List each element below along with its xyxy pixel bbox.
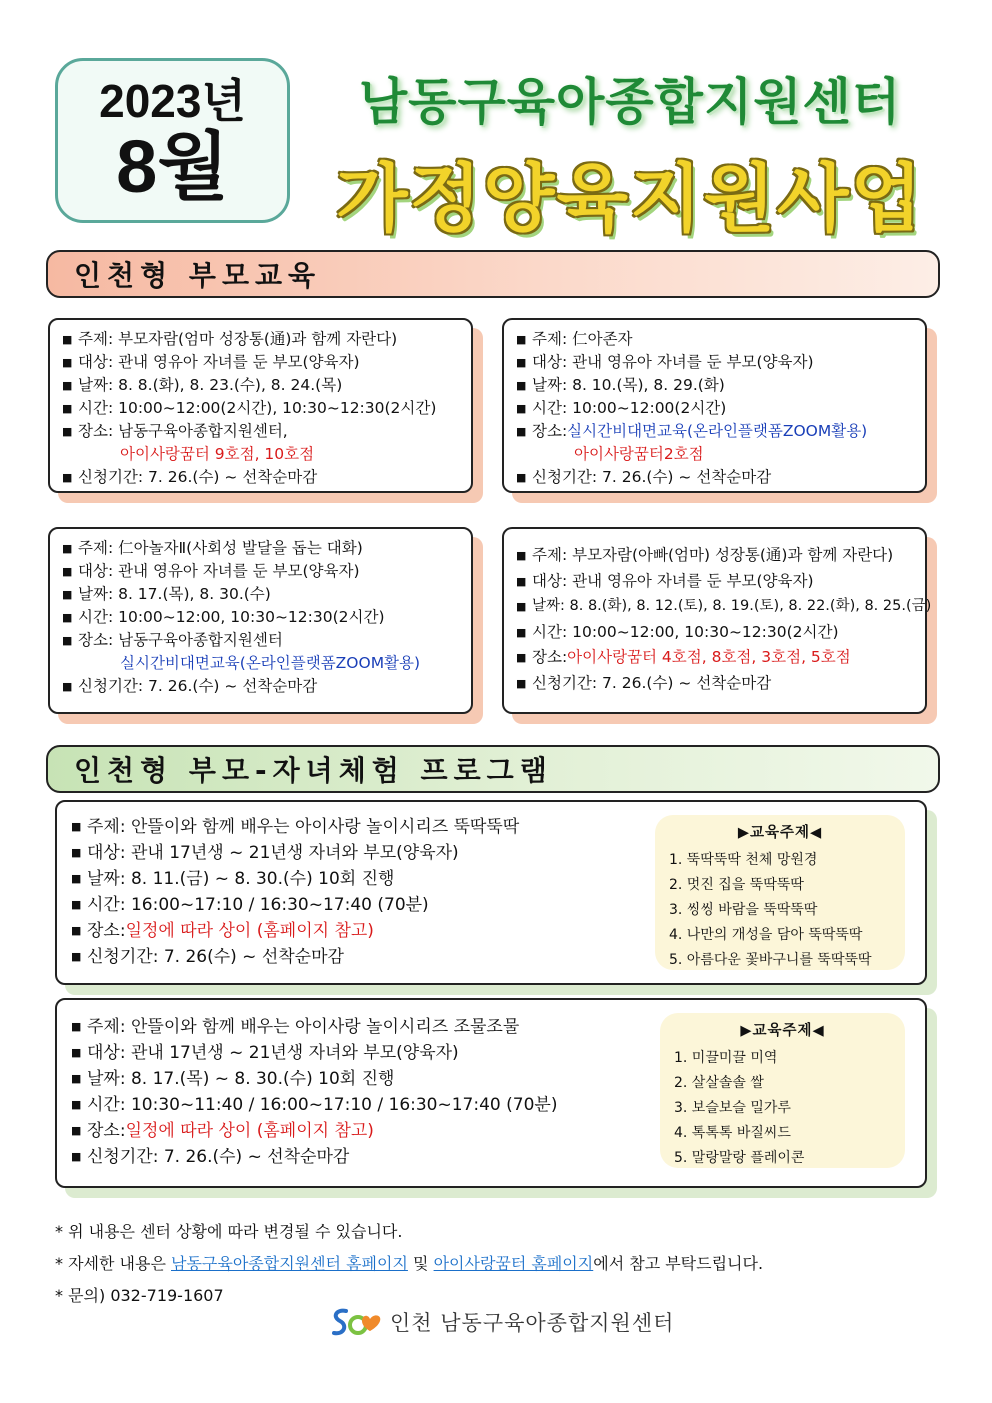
topic-panel-2 xyxy=(660,1013,905,1168)
target-row xyxy=(62,351,459,374)
footer-org-name: 인천 남동구육아종합지원센터 xyxy=(390,1311,675,1335)
bullet-icon: ■ xyxy=(71,820,82,833)
bullet-icon: ■ xyxy=(62,379,73,392)
place-label: 장소: xyxy=(532,422,568,440)
date-row xyxy=(516,374,913,397)
bullet-icon: ■ xyxy=(62,634,73,647)
month-label: 8월 xyxy=(116,124,229,208)
note-change-notice: * 위 내용은 센터 상황에 따라 변경될 수 있습니다. xyxy=(55,1222,403,1241)
notes-block xyxy=(55,1216,935,1312)
time-text: 시간: 10:00~12:00(2시간) xyxy=(532,399,727,417)
apply-text: 신청기간: 7. 26.(수) ~ 선착순마감 xyxy=(532,673,772,692)
target-text: 대상: 관내 17년생 ~ 21년생 자녀와 부모(양육자) xyxy=(87,843,459,863)
panel-item: 4. 나만의 개성을 담아 뚝딱뚝딱 xyxy=(669,927,863,943)
date-row xyxy=(62,374,459,397)
panel-item: 3. 보슬보슬 밀가루 xyxy=(674,1100,791,1116)
apply-row xyxy=(516,466,913,489)
place-text: 일정에 따라 상이 (홈페이지 참고) xyxy=(125,1121,374,1141)
target-text: 대상: 관내 17년생 ~ 21년생 자녀와 부모(양육자) xyxy=(87,1043,459,1063)
apply-text: 신청기간: 7. 26.(수) ~ 선착순마감 xyxy=(78,468,318,486)
bullet-icon: ■ xyxy=(516,471,527,484)
bullet-icon: ■ xyxy=(516,651,527,664)
center-logo-icon xyxy=(330,1305,382,1339)
apply-text: 신청기간: 7. 26.(수) ~ 선착순마감 xyxy=(87,1147,350,1167)
bullet-icon: ■ xyxy=(62,333,73,346)
date-row xyxy=(516,594,932,620)
bullet-icon: ■ xyxy=(71,1046,82,1059)
date-text: 날짜: 8. 17.(목) ~ 8. 30.(수) 10회 진행 xyxy=(87,1069,395,1089)
place-label: 장소: xyxy=(87,1121,126,1141)
note-contact: * 문의) 032-719-1607 xyxy=(55,1286,224,1305)
bullet-icon: ■ xyxy=(71,872,82,885)
place-text: 실시간비대면교육(온라인플랫폼ZOOM활용) xyxy=(567,422,868,440)
place-label: 장소: xyxy=(532,648,568,666)
bullet-icon: ■ xyxy=(516,574,527,588)
time-row xyxy=(516,620,913,646)
center-name-heading: 남동구육아종합지원센터 xyxy=(358,73,902,131)
panel-item: 2. 멋진 집을 뚝딱뚝딱 xyxy=(669,877,804,893)
footer-logo xyxy=(330,1305,674,1339)
time-text: 시간: 10:30~11:40 / 16:00~17:10 / 16:30~17:40 (70분) xyxy=(87,1095,558,1115)
bullet-icon: ■ xyxy=(516,549,527,562)
panel-item: 5. 말랑말랑 플레이콘 xyxy=(674,1150,805,1166)
note-text: 에서 참고 부탁드립니다. xyxy=(593,1254,764,1273)
bullet-icon: ■ xyxy=(62,402,73,415)
bullet-icon: ■ xyxy=(62,611,73,624)
panel-item: 1. 뚝딱뚝딱 천체 망원경 xyxy=(669,852,818,868)
bullet-icon: ■ xyxy=(62,356,73,369)
apply-text: 신청기간: 7. 26.(수) ~ 선착순마감 xyxy=(78,677,318,695)
place-label: 장소: xyxy=(87,921,126,941)
bullet-icon: ■ xyxy=(62,588,73,601)
time-text: 시간: 10:00~12:00(2시간), 10:30~12:30(2시간) xyxy=(78,399,437,417)
bullet-icon: ■ xyxy=(71,898,82,911)
section-parent-child: 인천형 부모-자녀체험 프로그램 xyxy=(46,745,940,793)
topic-text: 주제: 부모자람(엄마 성장통(通)과 함께 자란다) xyxy=(78,330,398,348)
target-row xyxy=(516,351,913,374)
place-row xyxy=(516,645,913,671)
place-row xyxy=(516,420,913,443)
center-homepage-link[interactable]: 남동구육아종합지원센터 홈페이지 xyxy=(171,1254,408,1273)
place-row xyxy=(62,420,459,443)
bullet-icon: ■ xyxy=(516,425,527,438)
bullet-icon: ■ xyxy=(516,676,527,690)
bullet-icon: ■ xyxy=(71,1072,82,1085)
apply-row xyxy=(516,671,913,697)
place-secondary-text: 아이사랑꿈터2호점 xyxy=(574,445,704,463)
bullet-icon: ■ xyxy=(516,402,527,415)
section-parent-education: 인천형 부모교육 xyxy=(46,250,940,298)
bullet-icon: ■ xyxy=(62,471,73,484)
topic-row xyxy=(516,543,913,569)
bullet-icon: ■ xyxy=(516,356,527,369)
date-text: 날짜: 8. 8.(화), 8. 12.(토), 8. 19.(토), 8. 22.(화), 8. 25.(금) xyxy=(532,598,932,614)
note-text: * 자세한 내용은 xyxy=(55,1254,171,1273)
place-text: 장소: 남동구육아종합지원센터, xyxy=(78,422,288,440)
year-label: 2023년 xyxy=(99,75,246,128)
bullet-icon: ■ xyxy=(71,1124,82,1137)
apply-text: 신청기간: 7. 26(수) ~ 선착순마감 xyxy=(87,947,344,967)
target-row xyxy=(516,569,913,595)
note-text: 및 xyxy=(407,1254,434,1273)
time-text: 시간: 16:00~17:10 / 16:30~17:40 (70분) xyxy=(87,895,429,915)
apply-row xyxy=(62,466,459,489)
topic-row xyxy=(62,537,459,560)
bullet-icon: ■ xyxy=(71,846,82,859)
target-text: 대상: 관내 영유아 자녀를 둔 부모(양육자) xyxy=(532,353,814,371)
panel-item: 4. 톡톡톡 바질씨드 xyxy=(674,1125,791,1141)
bullet-icon: ■ xyxy=(71,1150,82,1163)
topic-text: 주제: 仁아존자 xyxy=(532,330,633,348)
panel-title: ▶교육주제◀ xyxy=(737,825,823,841)
topic-panel-1 xyxy=(655,815,905,970)
topic-text: 주제: 仁아놀자Ⅱ(사회성 발달을 돕는 대화) xyxy=(78,539,363,557)
date-row xyxy=(62,583,459,606)
program-box-2 xyxy=(502,318,927,493)
program-box-1 xyxy=(48,318,473,493)
main-title: 가정양육지원사업 xyxy=(336,156,924,242)
topic-text: 주제: 안뜰이와 함께 배우는 아이사랑 놀이시리즈 뚝딱뚝딱 xyxy=(87,817,520,837)
dreamland-homepage-link[interactable]: 아이사랑꿈터 홈페이지 xyxy=(433,1254,594,1273)
place-secondary-text: 실시간비대면교육(온라인플랫폼ZOOM활용) xyxy=(120,654,421,672)
time-text: 시간: 10:00~12:00, 10:30~12:30(2시간) xyxy=(532,622,839,641)
bullet-icon: ■ xyxy=(516,333,527,346)
target-row xyxy=(62,560,459,583)
apply-row xyxy=(62,675,459,698)
target-text: 대상: 관내 영유아 자녀를 둔 부모(양육자) xyxy=(532,571,814,590)
target-text: 대상: 관내 영유아 자녀를 둔 부모(양육자) xyxy=(78,562,360,580)
bullet-icon: ■ xyxy=(62,425,73,438)
bullet-icon: ■ xyxy=(62,542,73,555)
bullet-icon: ■ xyxy=(71,1020,82,1033)
topic-row xyxy=(62,328,459,351)
target-text: 대상: 관내 영유아 자녀를 둔 부모(양육자) xyxy=(78,353,360,371)
panel-item: 2. 살살솔솔 쌀 xyxy=(674,1075,764,1091)
note-details xyxy=(55,1248,935,1280)
place-row xyxy=(62,629,459,652)
topic-row xyxy=(516,328,913,351)
place-text: 아이사랑꿈터 4호점, 8호점, 3호점, 5호점 xyxy=(567,648,851,666)
date-text: 날짜: 8. 11.(금) ~ 8. 30.(수) 10회 진행 xyxy=(87,869,395,889)
bullet-icon: ■ xyxy=(516,379,527,392)
topic-text: 주제: 부모자람(아빠(엄마) 성장통(通)과 함께 자란다) xyxy=(532,546,894,564)
panel-item: 1. 미끌미끌 미역 xyxy=(674,1050,778,1066)
time-row xyxy=(62,397,459,420)
date-text: 날짜: 8. 17.(목), 8. 30.(수) xyxy=(78,585,271,603)
bullet-icon: ■ xyxy=(516,600,527,613)
panel-title: ▶교육주제◀ xyxy=(740,1023,825,1039)
time-row xyxy=(516,397,913,420)
panel-item: 5. 아름다운 꽃바구니를 뚝딱뚝딱 xyxy=(669,952,872,968)
place-secondary-text: 아이사랑꿈터 9호점, 10호점 xyxy=(120,445,315,463)
bullet-icon: ■ xyxy=(71,950,82,963)
bullet-icon: ■ xyxy=(71,924,82,937)
date-badge xyxy=(55,58,290,223)
place-text: 일정에 따라 상이 (홈페이지 참고) xyxy=(125,921,374,941)
apply-text: 신청기간: 7. 26.(수) ~ 선착순마감 xyxy=(532,468,772,486)
bullet-icon: ■ xyxy=(62,680,73,693)
bullet-icon: ■ xyxy=(62,565,73,578)
bullet-icon: ■ xyxy=(516,625,527,639)
place-text: 장소: 남동구육아종합지원센터 xyxy=(78,631,283,649)
date-text: 날짜: 8. 8.(화), 8. 23.(수), 8. 24.(목) xyxy=(78,376,343,394)
topic-text: 주제: 안뜰이와 함께 배우는 아이사랑 놀이시리즈 조물조물 xyxy=(87,1017,520,1037)
time-text: 시간: 10:00~12:00, 10:30~12:30(2시간) xyxy=(78,608,385,626)
program-box-4 xyxy=(502,527,932,714)
bullet-icon: ■ xyxy=(71,1098,82,1111)
time-row xyxy=(62,606,459,629)
date-text: 날짜: 8. 10.(목), 8. 29.(화) xyxy=(532,376,725,394)
program-box-3 xyxy=(48,527,473,714)
panel-item: 3. 씽씽 바람을 뚝딱뚝딱 xyxy=(669,902,818,918)
